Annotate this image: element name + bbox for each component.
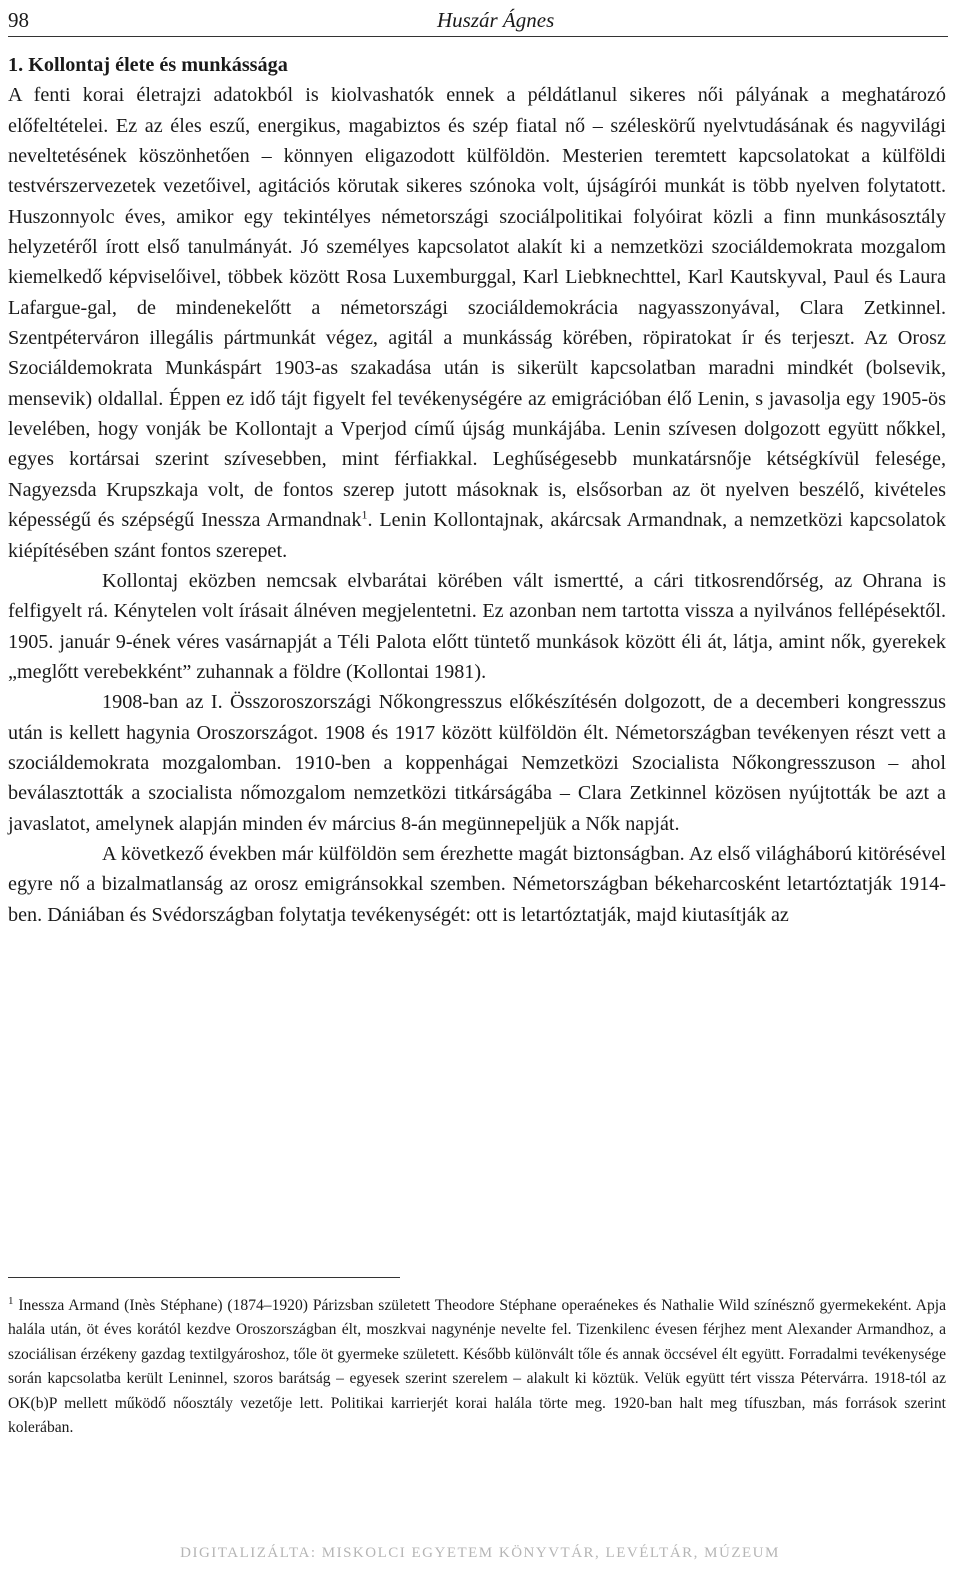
section-title: 1. Kollontaj élete és munkássága — [8, 54, 288, 76]
footnote-divider — [8, 1277, 400, 1278]
paragraph-2: Kollontaj eközben nemcsak elvbarátai körében vált ismertté, a cári titkosrendőrség, az Ohrana is felfigyelt rá. Kénytelen volt írásait álnéven megjelentetni. Ez azonban nem tartotta vissza a nyilvános fellépésektől. 1905. január 9-ének véres vasárnapját a Téli Palota előtt tüntető munkások között éli át, látja, amint nők, gyerekek „meglőtt verebekként” zuhannak a földre (Kollontai 1981). — [8, 569, 946, 683]
paragraph-1-text: A fenti korai életrajzi adatokból is kiolvashatók ennek a példátlanul sikeres női pályának a meghatározó előfeltételei. Ez az éles eszű, energikus, magabiztos és szép fiatal nő – széleskörű nyelvtudásának és nagyvilági neveltetésének köszönhetően – könnyen eligazodott külföldön. Mesterien teremtett kapcsolatokat a külföldi testvérszervezetek vezetőivel, agitációs körutak sikeres szónoka volt, újságírói munkát is több nyelven folytatott. Huszonnyolc éves, amikor egy tekintélyes németországi szociálpolitikai folyóirat közli a finn munkásosztály helyzetéről írott első tanulmányát. Jó személyes kapcsolatot alakít ki a nemzetközi szociáldemokrata mozgalom kiemelkedő képviselőivel, többek között Rosa Luxemburggal, Karl Liebknechttel, Karl Kautskyval, Paul és Laura Lafargue-gal, de mindenekelőtt a németországi szociáldemokrácia nagyasszonyával, Clara Zetkinnel. Szentpéterváron illegális pártmunkát végez, agitál a munkásság körében, röpiratokat ír és terjeszt. Az Orosz Szociáldemokrata Munkáspárt 1903-as szakadása után is sikerült kapcsolatban maradni mindkét (bolsevik, mensevik) oldallal. Éppen ez idő tájt figyelt fel tevékenységére az emigrációban élő Lenin, s javasolja egy 1905-ös levelében, hogy vonják be Kollontajt a Vperjod című újság munkájába. Lenin szívesen dolgozott együtt nőkkel, egyes kortársai szerint szívesebben, mint férfiakkal. Leghűségesebb munkatársnője kétségkívül felesége, Nagyezsda Krupszkaja volt, de fontos szerep jutott másoknak is, elsősorban az öt nyelven beszélő, kivételes képességű és szépségű Inessza Armandnak — [8, 84, 946, 532]
digitization-stamp: DIGITALIZÁLTA: MISKOLCI EGYETEM KÖNYVTÁR, LEVÉLTÁR, MÚZEUM — [180, 1545, 780, 1561]
paragraph-1 — [8, 50, 946, 566]
paragraph-1-end: . Lenin Kollontajnak, akárcsak Armandnak, a nemzetközi kapcsolatok kiépítésében szánt fontos szerepet. — [8, 509, 946, 562]
footnote-1 — [8, 1294, 946, 1440]
footnote-reference: 1 — [361, 507, 368, 522]
running-head-author: Huszár Ágnes — [437, 8, 555, 32]
footnote-text: Inessza Armand (Inès Stéphane) (1874–1920) Párizsban született Theodore Stéphane operaénekes és Nathalie Wild színésznő gyermekeként. Apja halála után, öt éves korától kezdve Oroszországban élt, moszkvai nagynénje nevelte fel. Tizenkilenc évesen férjhez ment Alexander Armandhoz, a szociálisan érzékeny gazdag textilgyároshoz, tőle öt gyermeke született. Később különvált tőle és annak öccsével élt együtt. Forradalmi tevékenysége során kapcsolatba került Leninnel, szoros barátság – egyesek szerint szerelem – alakult ki köztük. Velük együtt tért vissza Pétervárra. 1918-tól az OK(b)P mellett működő nőosztály vezetője lett. Politikai karrierjét korai halála törte meg. 1920-ban halt meg tífuszban, más források szerint kolerában. — [8, 1297, 946, 1437]
body-text — [8, 50, 946, 930]
paragraph-3: 1908-ban az I. Összoroszországi Nőkongresszus előkészítésén dolgozott, de a decemberi kongresszus után is kellett hagynia Oroszországot. 1908 és 1917 között külföldön élt. Németországban tevékenyen részt vett a szociáldemokrata mozgalomban. 1910-ben a koppenhágai Nemzetközi Szocialista Nőkongresszuson – ahol beválasztották a szocialista nőmozgalom nemzetközi titkárságába – Clara Zetkinnel közösen nyújtották be azt a javaslatot, amelynek alapján minden év március 8-án megünnepeljük a Nők napját. — [8, 691, 946, 835]
footnote-marker: 1 — [8, 1294, 14, 1307]
page-number: 98 — [8, 8, 29, 32]
page-header — [8, 6, 948, 37]
paragraph-4: A következő években már külföldön sem érezhette magát biztonságban. Az első világháború kitörésével egyre nő a bizalmatlanság az orosz emigránsokkal szemben. Németországban békeharcosként letartóztatják 1914-ben. Dániában és Svédországban folytatja tevékenységét: ott is letartóztatják, majd kiutasítják az — [8, 842, 946, 926]
